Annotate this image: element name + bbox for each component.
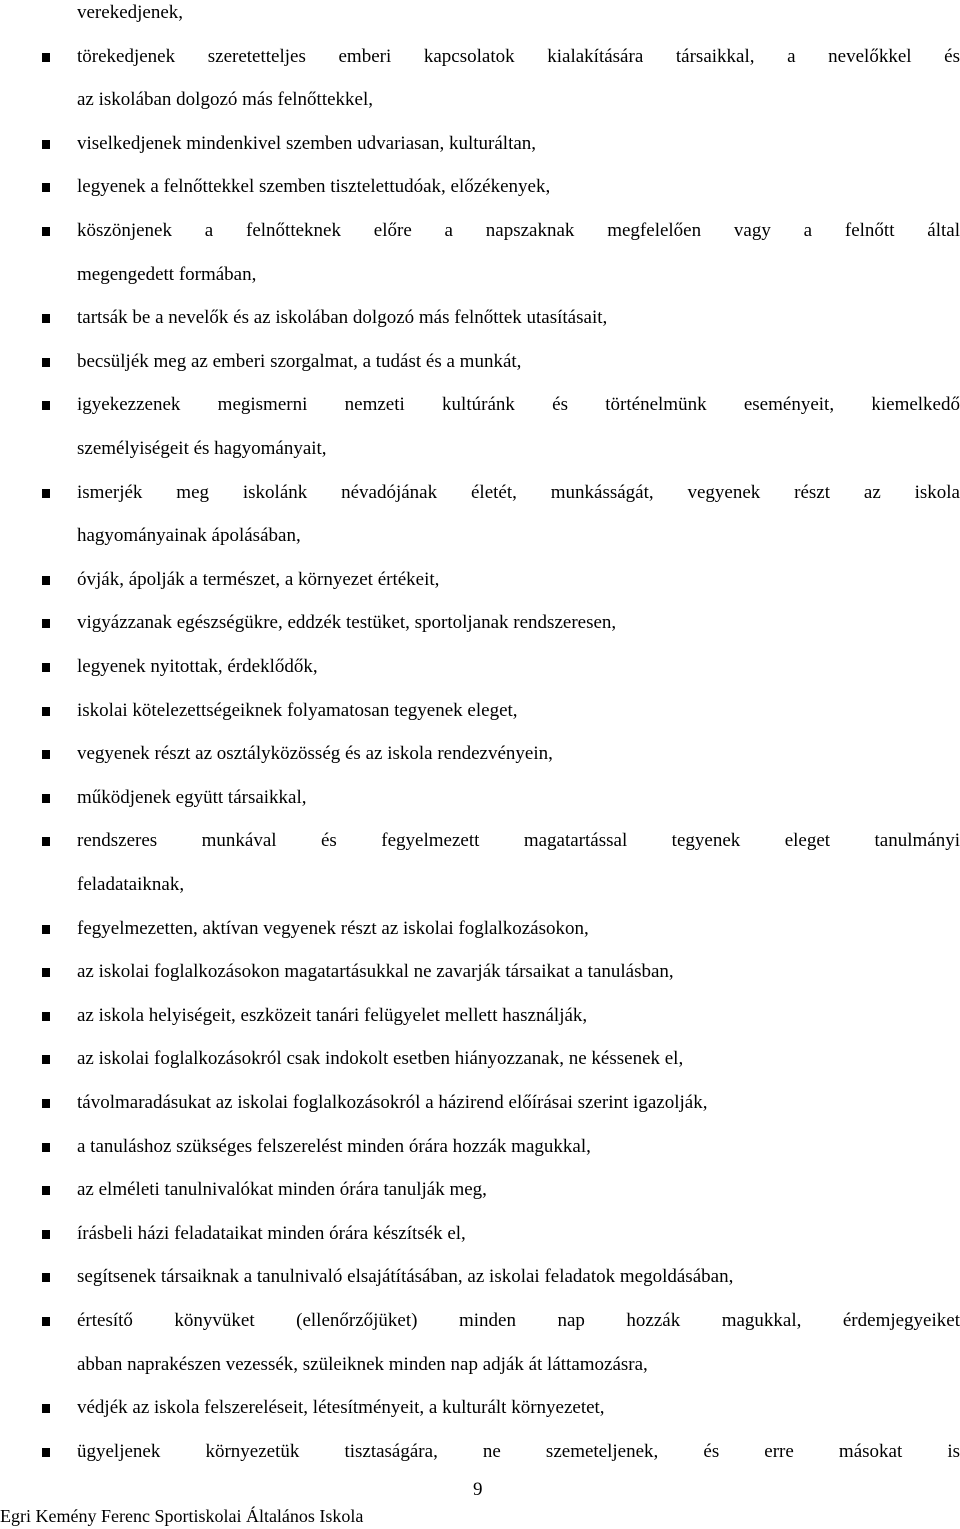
square-bullet-icon [42,663,50,672]
square-bullet-icon [42,837,50,846]
square-bullet-icon [42,1055,50,1064]
square-bullet-icon [42,968,50,977]
list-item-text: az iskolában dolgozó más felnőttekkel, [77,89,373,111]
square-bullet-icon [42,183,50,192]
list-item-text: abban naprakészen vezessék, szüleiknek minden nap adják át láttamozásra, [77,1353,648,1375]
square-bullet-icon [42,576,50,585]
list-item-text: az elméleti tanulnivalókat minden órára tanulják meg, [77,1179,487,1201]
square-bullet-icon [42,1186,50,1195]
list-item-text: a tanuláshoz szükséges felszerelést minden órára hozzák magukkal, [77,1135,591,1157]
list-item-text: vegyenek részt az osztályközösség és az iskola rendezvényein, [77,743,553,765]
list-item-text: az iskolai foglalkozásokról csak indokolt esetben hiányozzanak, ne késsenek el, [77,1048,684,1070]
list-item-text: viselkedjenek mindenkivel szemben udvariasan, kulturáltan, [77,132,537,154]
square-bullet-icon [42,140,50,149]
square-bullet-icon [42,1099,50,1108]
list-item-text: értesítő könyvüket (ellenőrzőjüket) minden nap hozzák magukkal, érdemjegyeiket [77,1310,960,1331]
square-bullet-icon [42,227,50,236]
list-item-text: az iskolai foglalkozásokon magatartásukkal ne zavarják társaikat a tanulásban, [77,961,674,983]
square-bullet-icon [42,1143,50,1152]
list-item-text: tartsák be a nevelők és az iskolában dolgozó más felnőttek utasításait, [77,307,608,329]
square-bullet-icon [42,53,50,62]
square-bullet-icon [42,314,50,323]
list-item-text: az iskola helyiségeit, eszközeit tanári felügyelet mellett használják, [77,1004,588,1026]
list-item-text: működjenek együtt társaikkal, [77,786,307,808]
square-bullet-icon [42,401,50,410]
list-item-text: megengedett formában, [77,263,257,285]
square-bullet-icon [42,489,50,498]
list-item-text: hagyományainak ápolásában, [77,525,301,547]
square-bullet-icon [42,1273,50,1282]
list-item-text: legyenek a felnőttekkel szemben tisztelettudóak, előzékenyek, [77,176,551,198]
square-bullet-icon [42,925,50,934]
list-item-text: ügyeljenek környezetük tisztaságára, ne szemeteljenek, és erre másokat is [77,1440,960,1462]
list-item-text: személyiségeit és hagyományait, [77,438,327,459]
square-bullet-icon [42,750,50,759]
square-bullet-icon [42,707,50,716]
list-item-text: távolmaradásukat az iskolai foglalkozásokról a házirend előírásai szerint igazolják, [77,1092,708,1113]
list-item-text: verekedjenek, [77,2,184,23]
list-item-text: rendszeres munkával és fegyelmezett magatartással tegyenek eleget tanulmányi [77,830,960,852]
list-item-text: törekedjenek szeretetteljes emberi kapcsolatok kialakítására társaikkal, a nevelőkkel és [77,45,960,67]
square-bullet-icon [42,619,50,628]
list-item-text: feladataiknak, [77,874,185,895]
list-item-text: legyenek nyitottak, érdeklődők, [77,656,318,677]
list-item-text: köszönjenek a felnőtteknek előre a napszaknak megfelelően vagy a felnőtt által [77,220,960,241]
square-bullet-icon [42,1012,50,1021]
page-footer: Egri Kemény Ferenc Sportiskolai Általános Iskola [0,1506,364,1526]
square-bullet-icon [42,1317,50,1326]
square-bullet-icon [42,358,50,367]
list-item-text: fegyelmezetten, aktívan vegyenek részt az iskolai foglalkozásokon, [77,917,589,939]
square-bullet-icon [42,1404,50,1413]
square-bullet-icon [42,1230,50,1239]
list-item-text: becsüljék meg az emberi szorgalmat, a tudást és a munkát, [77,350,522,372]
page-number: 9 [473,1479,483,1500]
list-item-text: iskolai kötelezettségeiknek folyamatosan tegyenek eleget, [77,699,518,721]
square-bullet-icon [42,1448,50,1457]
list-item-text: írásbeli házi feladataikat minden órára készítsék el, [77,1222,466,1244]
list-item-text: védjék az iskola felszereléseit, létesítményeit, a kulturált környezetet, [77,1397,605,1419]
list-item-text: segítsenek társaiknak a tanulnivaló elsajátításában, az iskolai feladatok megoldásában, [77,1266,734,1288]
list-item-text: vigyázzanak egészségükre, eddzék testüket, sportoljanak rendszeresen, [77,612,617,634]
list-item-text: óvják, ápolják a természet, a környezet értékeit, [77,568,440,590]
square-bullet-icon [42,794,50,803]
list-item-text: igyekezzenek megismerni nemzeti kultúránk és történelmünk eseményeit, kiemelkedő [77,394,960,416]
list-item-text: ismerjék meg iskolánk névadójának életét, munkásságát, vegyenek részt az iskola [77,481,960,503]
